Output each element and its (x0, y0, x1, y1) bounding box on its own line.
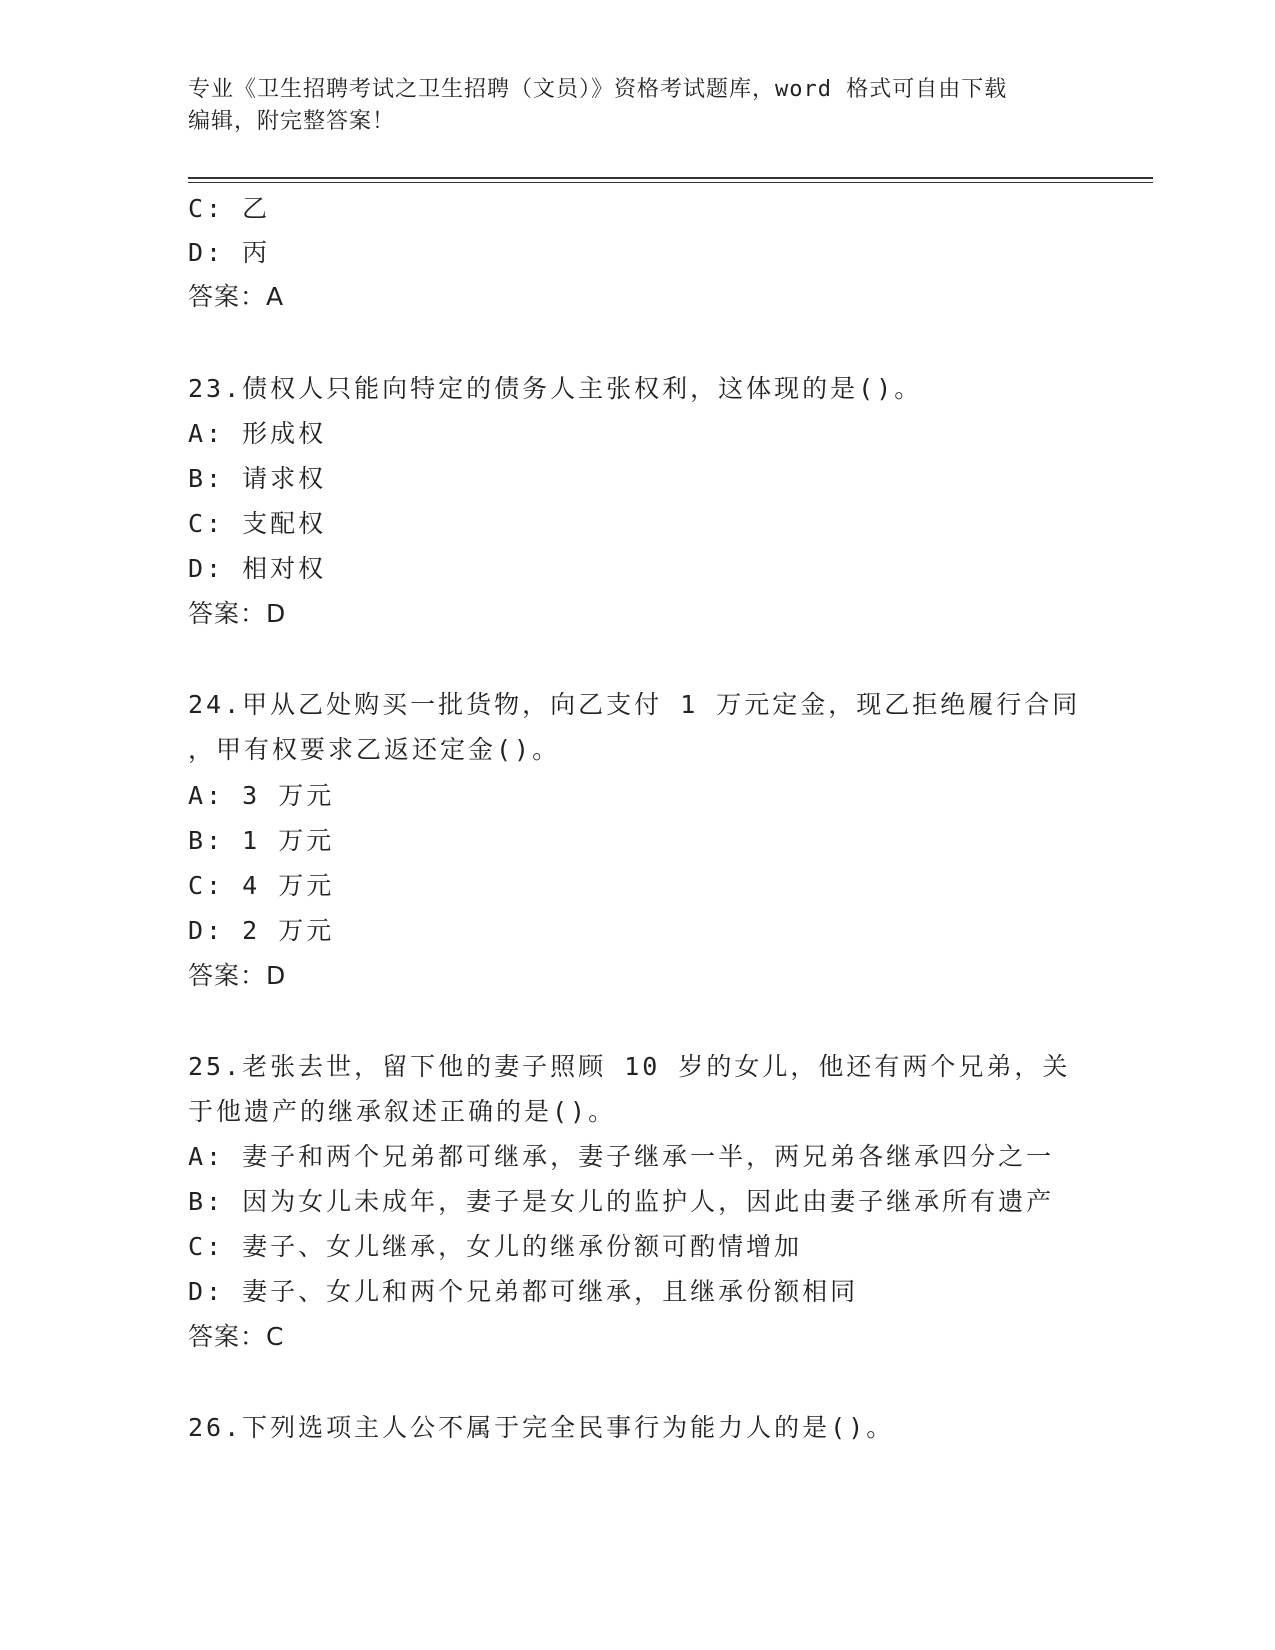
question-23-option-b: B: 请求权 (188, 464, 327, 493)
question-25-option-a: A: 妻子和两个兄弟都可继承，妻子继承一半，两兄弟各继承四分之一 (188, 1142, 1055, 1171)
question-25-answer: 答案：C (188, 1322, 285, 1351)
question-25-stem-line-2: 于他遗产的继承叙述正确的是()。 (188, 1097, 617, 1126)
question-23-option-d: D: 相对权 (188, 554, 327, 583)
question-23-answer: 答案：D (188, 599, 287, 628)
header-line-2: 编辑，附完整答案！ (188, 109, 396, 134)
question-24-option-d: D: 2 万元 (188, 916, 335, 945)
question-25-option-c: C: 妻子、女儿继承，女儿的继承份额可酌情增加 (188, 1232, 803, 1261)
question-24-option-c: C: 4 万元 (188, 871, 335, 900)
question-23-option-c: C: 支配权 (188, 509, 327, 538)
question-24-answer: 答案：D (188, 961, 287, 990)
question-23-option-a: A: 形成权 (188, 419, 327, 448)
question-24-option-a: A: 3 万元 (188, 781, 335, 810)
option-c-prev: C: 乙 (188, 194, 271, 223)
header-divider-thin (188, 182, 1153, 183)
header-divider-thick (188, 177, 1153, 179)
question-26-stem: 26.下列选项主人公不属于完全民事行为能力人的是()。 (188, 1413, 895, 1442)
question-24-stem-line-1: 24.甲从乙处购买一批货物，向乙支付 1 万元定金，现乙拒绝履行合同 (188, 690, 1081, 719)
option-d-prev: D: 丙 (188, 238, 271, 267)
document-header (188, 74, 1068, 138)
answer-prev: 答案：A (188, 282, 285, 311)
question-25-option-b: B: 因为女儿未成年，妻子是女儿的监护人，因此由妻子继承所有遗产 (188, 1187, 1055, 1216)
header-line-1: 专业《卫生招聘考试之卫生招聘（文员）》资格考试题库，word 格式可自由下载 (188, 77, 1008, 102)
question-25-option-d: D: 妻子、女儿和两个兄弟都可继承，且继承份额相同 (188, 1277, 859, 1306)
question-24-stem-line-2: ，甲有权要求乙返还定金()。 (188, 735, 561, 764)
question-23-stem: 23.债权人只能向特定的债务人主张权利，这体现的是()。 (188, 374, 923, 403)
question-24-option-b: B: 1 万元 (188, 826, 335, 855)
question-25-stem-line-1: 25.老张去世，留下他的妻子照顾 10 岁的女儿，他还有两个兄弟，关 (188, 1052, 1071, 1081)
